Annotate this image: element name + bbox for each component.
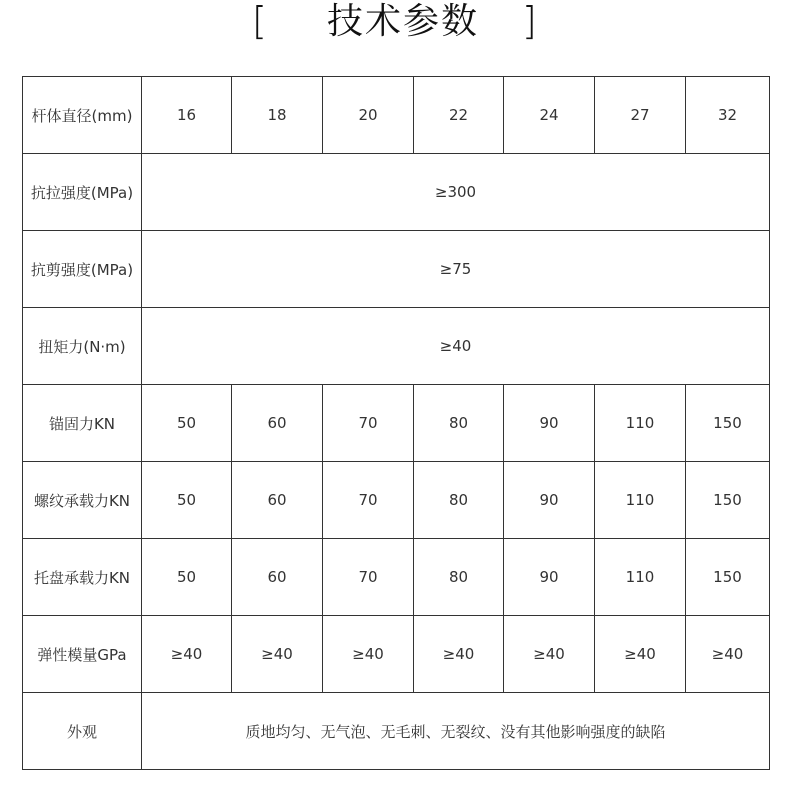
table-row-diameter xyxy=(23,77,770,154)
table-cell: ≥40 xyxy=(142,616,232,693)
table-cell: ≥40 xyxy=(323,616,414,693)
table-cell: 18 xyxy=(232,77,323,154)
row-label: 锚固力KN xyxy=(23,385,142,462)
table-cell: ≥40 xyxy=(686,616,770,693)
table-row-tensile xyxy=(23,154,770,231)
table-row-shear xyxy=(23,231,770,308)
table-cell: 110 xyxy=(595,385,686,462)
merged-cell: 质地均匀、无气泡、无毛刺、无裂纹、没有其他影响强度的缺陷 xyxy=(142,693,770,770)
row-label: 螺纹承载力KN xyxy=(23,462,142,539)
table-cell: 50 xyxy=(142,462,232,539)
row-label: 抗拉强度(MPa) xyxy=(23,154,142,231)
table-cell: 27 xyxy=(595,77,686,154)
table-cell: 110 xyxy=(595,539,686,616)
row-label: 弹性模量GPa xyxy=(23,616,142,693)
table-cell: 60 xyxy=(232,385,323,462)
table-cell: 150 xyxy=(686,462,770,539)
table-cell: 110 xyxy=(595,462,686,539)
table-cell: 70 xyxy=(323,462,414,539)
table-cell: 24 xyxy=(504,77,595,154)
row-label: 托盘承载力KN xyxy=(23,539,142,616)
row-label: 扭矩力(N·m) xyxy=(23,308,142,385)
table-cell: ≥40 xyxy=(232,616,323,693)
table-cell: 60 xyxy=(232,539,323,616)
table-cell: 150 xyxy=(686,539,770,616)
spec-table xyxy=(22,76,770,770)
table-cell: 50 xyxy=(142,385,232,462)
table-row-tray xyxy=(23,539,770,616)
merged-cell: ≥75 xyxy=(142,231,770,308)
table-cell: ≥40 xyxy=(504,616,595,693)
page-title xyxy=(0,0,790,46)
table-cell: ≥40 xyxy=(595,616,686,693)
table-row-anchoring xyxy=(23,385,770,462)
table-cell: 80 xyxy=(414,385,504,462)
row-label: 外观 xyxy=(23,693,142,770)
table-row-torque xyxy=(23,308,770,385)
table-cell: 22 xyxy=(414,77,504,154)
table-cell: 80 xyxy=(414,539,504,616)
merged-cell: ≥300 xyxy=(142,154,770,231)
table-cell: 90 xyxy=(504,462,595,539)
table-cell: ≥40 xyxy=(414,616,504,693)
table-cell: 70 xyxy=(323,385,414,462)
title-text: 技术参数 xyxy=(327,1,480,42)
title-bracket-right: ] xyxy=(522,0,537,43)
table-cell: 80 xyxy=(414,462,504,539)
merged-cell: ≥40 xyxy=(142,308,770,385)
table-cell: 32 xyxy=(686,77,770,154)
row-label: 杆体直径(mm) xyxy=(23,77,142,154)
table-cell: 16 xyxy=(142,77,232,154)
row-label: 抗剪强度(MPa) xyxy=(23,231,142,308)
table-cell: 20 xyxy=(323,77,414,154)
table-row-appearance xyxy=(23,693,770,770)
table-row-thread xyxy=(23,462,770,539)
table-cell: 60 xyxy=(232,462,323,539)
title-bracket-left: [ xyxy=(252,0,267,43)
table-cell: 70 xyxy=(323,539,414,616)
table-row-modulus xyxy=(23,616,770,693)
table-cell: 90 xyxy=(504,385,595,462)
table-cell: 90 xyxy=(504,539,595,616)
table-cell: 50 xyxy=(142,539,232,616)
table-cell: 150 xyxy=(686,385,770,462)
